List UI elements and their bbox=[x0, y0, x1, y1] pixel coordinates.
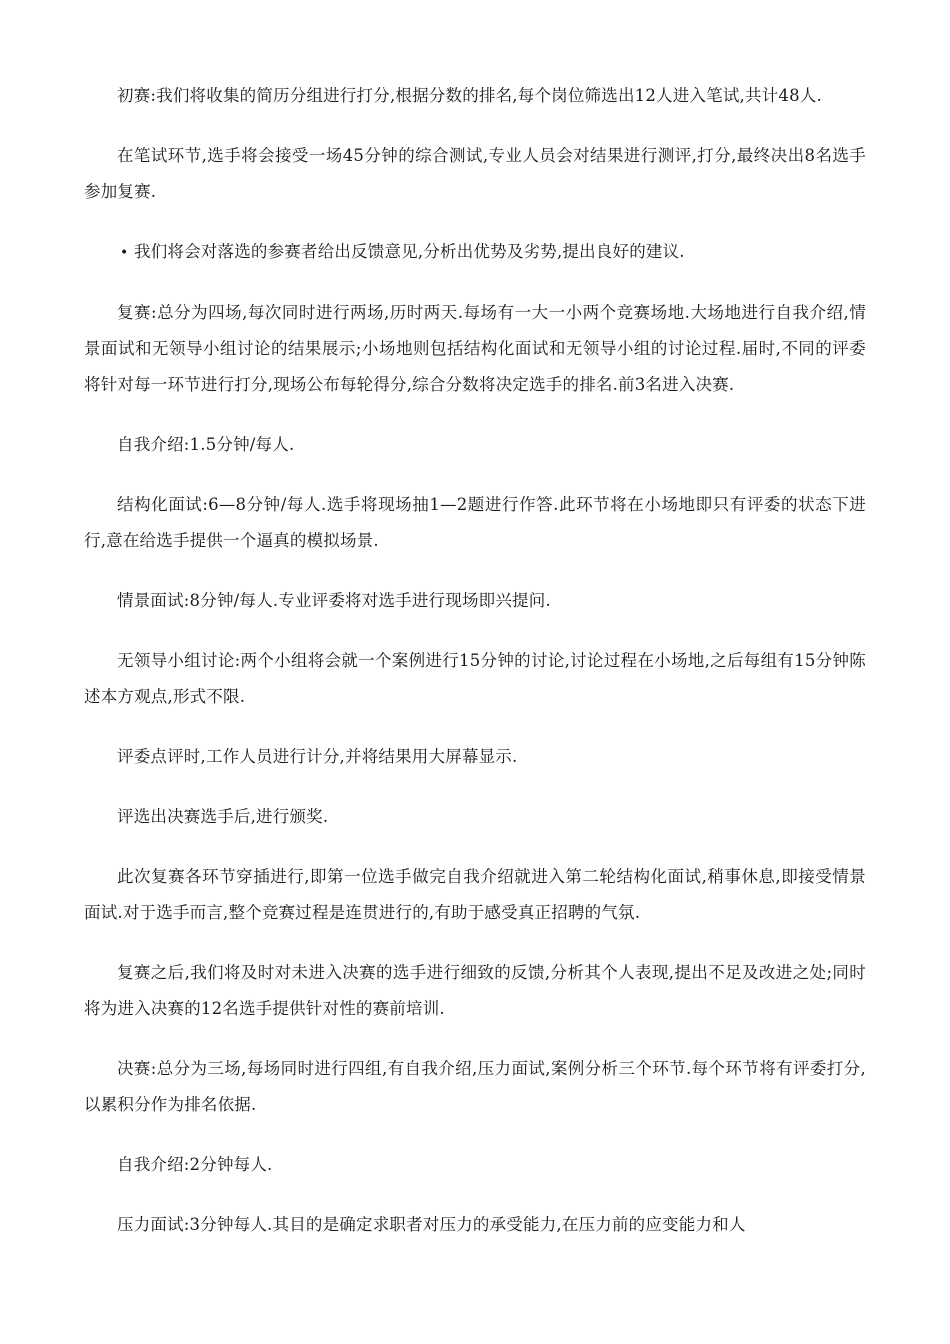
paragraph-text: 自我介绍:2分钟每人. bbox=[117, 1155, 273, 1174]
paragraph-text: 我们将会对落选的参赛者给出反馈意见,分析出优势及劣势,提出良好的建议. bbox=[134, 242, 685, 261]
paragraph-text: 复赛之后,我们将及时对未进入决赛的选手进行细致的反馈,分析其个人表现,提出不足及改进之处;同时将为进入决赛的12名选手提供针对性的赛前培训. bbox=[84, 963, 866, 1018]
paragraph-text: 评选出决赛选手后,进行颁奖. bbox=[117, 807, 329, 826]
bullet-icon: • bbox=[120, 245, 129, 261]
paragraph-text: 此次复赛各环节穿插进行,即第一位选手做完自我介绍就进入第二轮结构化面试,稍事休息,即接受情景面试.对于选手而言,整个竞赛过程是连贯进行的,有助于感受真正招聘的气氛. bbox=[84, 867, 866, 922]
paragraph bbox=[84, 1147, 866, 1183]
paragraph bbox=[84, 487, 866, 559]
paragraph-text: 压力面试:3分钟每人.其目的是确定求职者对压力的承受能力,在压力前的应变能力和人 bbox=[117, 1215, 746, 1234]
paragraph bbox=[84, 799, 866, 835]
paragraph bbox=[84, 955, 866, 1027]
paragraph-text: 无领导小组讨论:两个小组将会就一个案例进行15分钟的讨论,讨论过程在小场地,之后每组有15分钟陈述本方观点,形式不限. bbox=[84, 651, 866, 706]
paragraph bbox=[84, 427, 866, 463]
paragraph bbox=[84, 78, 866, 114]
paragraph bbox=[84, 859, 866, 931]
paragraph bbox=[84, 295, 866, 403]
paragraph-text: 在笔试环节,选手将会接受一场45分钟的综合测试,专业人员会对结果进行测评,打分,最终决出8名选手参加复赛. bbox=[84, 146, 866, 201]
paragraph bbox=[84, 739, 866, 775]
paragraph-text: 决赛:总分为三场,每场同时进行四组,有自我介绍,压力面试,案例分析三个环节.每个环节将有评委打分,以累积分作为排名依据. bbox=[84, 1059, 866, 1114]
paragraph bbox=[84, 1051, 866, 1123]
paragraph-text: 情景面试:8分钟/每人.专业评委将对选手进行现场即兴提问. bbox=[117, 591, 551, 610]
paragraph-text: 自我介绍:1.5分钟/每人. bbox=[117, 435, 295, 454]
paragraph-text: 初赛:我们将收集的简历分组进行打分,根据分数的排名,每个岗位筛选出12人进入笔试,共计48人. bbox=[117, 86, 822, 105]
paragraph bbox=[84, 1207, 866, 1243]
paragraph-text: 复赛:总分为四场,每次同时进行两场,历时两天.每场有一大一小两个竞赛场地.大场地进行自我介绍,情景面试和无领导小组讨论的结果展示;小场地则包括结构化面试和无领导小组的讨论过程.届时,不同的评委将针对每一环节进行打分,现场公布每轮得分,综合分数将决定选手的排名.前3名进入决赛. bbox=[84, 303, 866, 394]
paragraph bbox=[84, 583, 866, 619]
bullet-paragraph bbox=[84, 234, 866, 271]
paragraph bbox=[84, 138, 866, 210]
document-body bbox=[84, 78, 866, 1243]
paragraph-text: 结构化面试:6—8分钟/每人.选手将现场抽1—2题进行作答.此环节将在小场地即只有评委的状态下进行,意在给选手提供一个逼真的模拟场景. bbox=[84, 495, 866, 550]
paragraph bbox=[84, 643, 866, 715]
paragraph-text: 评委点评时,工作人员进行计分,并将结果用大屏幕显示. bbox=[117, 747, 518, 766]
